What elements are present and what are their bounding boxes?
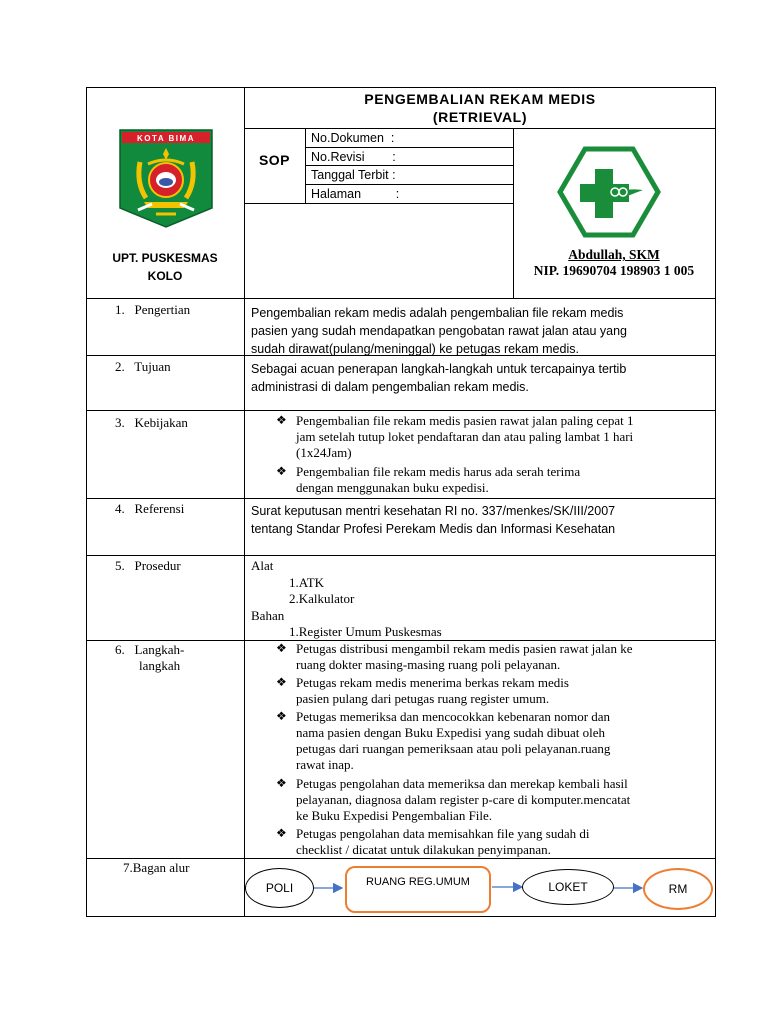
- pengertian-line: Pengembalian rekam medis adalah pengembalian file rekam medis: [251, 306, 624, 320]
- organization-name: [86, 249, 244, 285]
- doc-field-revision: No.Revisi :: [311, 150, 396, 164]
- langkah-line: Petugas memeriksa dan mencocokkan kebenaran nomor dan: [296, 709, 611, 724]
- langkah-line: ruang dokter masing-masing ruang poli pelayanan.: [296, 657, 561, 672]
- langkah-line: rawat inap.: [296, 757, 354, 772]
- tujuan-line: Sebagai acuan penerapan langkah-langkah untuk tercapainya tertib: [251, 362, 627, 376]
- diamond-bullet-icon: ❖: [276, 675, 287, 689]
- flow-node-poli: [245, 868, 314, 908]
- langkah-line: Petugas pengolahan data memisahkan file yang sudah di: [296, 826, 590, 841]
- kebijakan-line: jam setelah tutup loket pendaftaran dan atau paling lambat 1 hari: [296, 429, 634, 444]
- label-bagan-alur: 7.Bagan alur: [123, 860, 190, 875]
- org-line-2: KOLO: [147, 269, 183, 283]
- langkah-line: nama pasien dengan Buku Expedisi yang sudah dibuat oleh: [296, 725, 606, 740]
- referensi-line: tentang Standar Profesi Perekam Medis dan Informasi Kesehatan: [251, 522, 616, 536]
- langkah-line: petugas dari ruangan pemeriksaan atau poli pelayanan.ruang: [296, 741, 611, 756]
- referensi-line: Surat keputusan mentri kesehatan RI no. 337/menkes/SK/III/2007: [251, 504, 616, 518]
- diamond-bullet-icon: ❖: [276, 776, 287, 790]
- document-title: [244, 90, 716, 126]
- kota-bima-logo: [118, 128, 214, 228]
- pengertian-text: [251, 304, 711, 358]
- diamond-bullet-icon: ❖: [276, 641, 287, 655]
- flow-node-label: RUANG REG.UMUM: [366, 876, 470, 888]
- kebijakan-item-2: [296, 464, 690, 496]
- signer-nip: NIP. 19690704 198903 1 005: [533, 263, 695, 278]
- flow-node-rm: [643, 868, 713, 910]
- prosedur-alat-item: 1.ATK: [289, 575, 325, 590]
- doc-field-issue-date: Tanggal Terbit :: [311, 168, 396, 182]
- tujuan-line: administrasi di dalam pengembalian rekam medis.: [251, 380, 529, 394]
- puskesmas-cross-icon: [557, 146, 661, 238]
- langkah-line: pasien pulang dari petugas ruang register umum.: [296, 691, 550, 706]
- label-referensi: 4. Referensi: [115, 501, 185, 516]
- tujuan-text: [251, 360, 711, 396]
- label-langkah-line-1: 6. Langkah-: [115, 642, 185, 657]
- kota-bima-emblem: [118, 128, 214, 228]
- referensi-text: [251, 502, 711, 538]
- langkah-line: checklist / dicatat untuk dilakukan penyimpanan.: [296, 842, 551, 857]
- flow-node-label: POLI: [265, 881, 294, 895]
- title-line-2: (RETRIEVAL): [432, 109, 528, 125]
- langkah-line: Petugas rekam medis menerima berkas rekam medis: [296, 675, 569, 690]
- label-kebijakan: 3. Kebijakan: [115, 415, 188, 430]
- langkah-item-3: [296, 709, 708, 773]
- langkah-item-5: [296, 826, 708, 858]
- prosedur-alat-item: 2.Kalkulator: [289, 591, 355, 606]
- langkah-item-1: [296, 641, 708, 673]
- diamond-bullet-icon: ❖: [276, 709, 287, 723]
- diamond-bullet-icon: ❖: [276, 826, 287, 840]
- puskesmas-logo: [557, 146, 661, 238]
- prosedur-bahan-label: Bahan: [251, 608, 285, 623]
- langkah-item-2: [296, 675, 708, 707]
- kebijakan-line: Pengembalian file rekam medis harus ada serah terima: [296, 464, 581, 479]
- langkah-item-4: [296, 776, 708, 824]
- langkah-line: Petugas pengolahan data memeriksa dan merekap kembali hasil: [296, 776, 628, 791]
- label-langkah: [115, 642, 184, 674]
- pengertian-line: sudah dirawat(pulang/meninggal) ke petugas rekam medis.: [251, 342, 579, 356]
- langkah-line: pelayanan, diagnosa dalam register p-care di komputer.mencatat: [296, 792, 631, 807]
- flow-node-loket: [522, 869, 614, 905]
- kebijakan-line: dengan menggunakan buku expedisi.: [296, 480, 489, 495]
- flow-node-label: LOKET: [548, 880, 588, 894]
- doc-field-number: No.Dokumen :: [311, 131, 395, 145]
- langkah-line: ke Buku Expedisi Pengembalian File.: [296, 808, 493, 823]
- signer-name: Abdullah, SKM: [568, 247, 660, 262]
- flow-node-label: RM: [668, 882, 688, 896]
- sop-label: SOP: [258, 152, 291, 168]
- kebijakan-line: (1x24Jam): [296, 445, 352, 460]
- pengertian-line: pasien yang sudah mendapatkan pengobatan rawat jalan atau yang: [251, 324, 627, 338]
- title-line-1: PENGEMBALIAN REKAM MEDIS: [364, 91, 596, 107]
- label-pengertian: 1. Pengertian: [115, 302, 191, 317]
- prosedur-bahan-item: 1.Register Umum Puskesmas: [289, 624, 442, 639]
- doc-field-page: Halaman :: [311, 187, 400, 201]
- prosedur-alat-label: Alat: [251, 558, 274, 573]
- flow-node-ruang-reg-umum: [345, 866, 491, 913]
- diamond-bullet-icon: ❖: [276, 413, 287, 427]
- logo-banner-text: KOTA BIMA: [137, 134, 195, 143]
- kebijakan-line: Pengembalian file rekam medis pasien rawat jalan paling cepat 1: [296, 413, 634, 428]
- langkah-line: Petugas distribusi mengambil rekam medis pasien rawat jalan ke: [296, 641, 633, 656]
- label-prosedur: 5. Prosedur: [115, 558, 181, 573]
- kebijakan-item-1: [296, 413, 700, 461]
- label-tujuan: 2. Tujuan: [115, 359, 171, 374]
- diamond-bullet-icon: ❖: [276, 464, 287, 478]
- org-line-1: UPT. PUSKESMAS: [112, 251, 218, 265]
- label-langkah-line-2: langkah: [139, 658, 181, 673]
